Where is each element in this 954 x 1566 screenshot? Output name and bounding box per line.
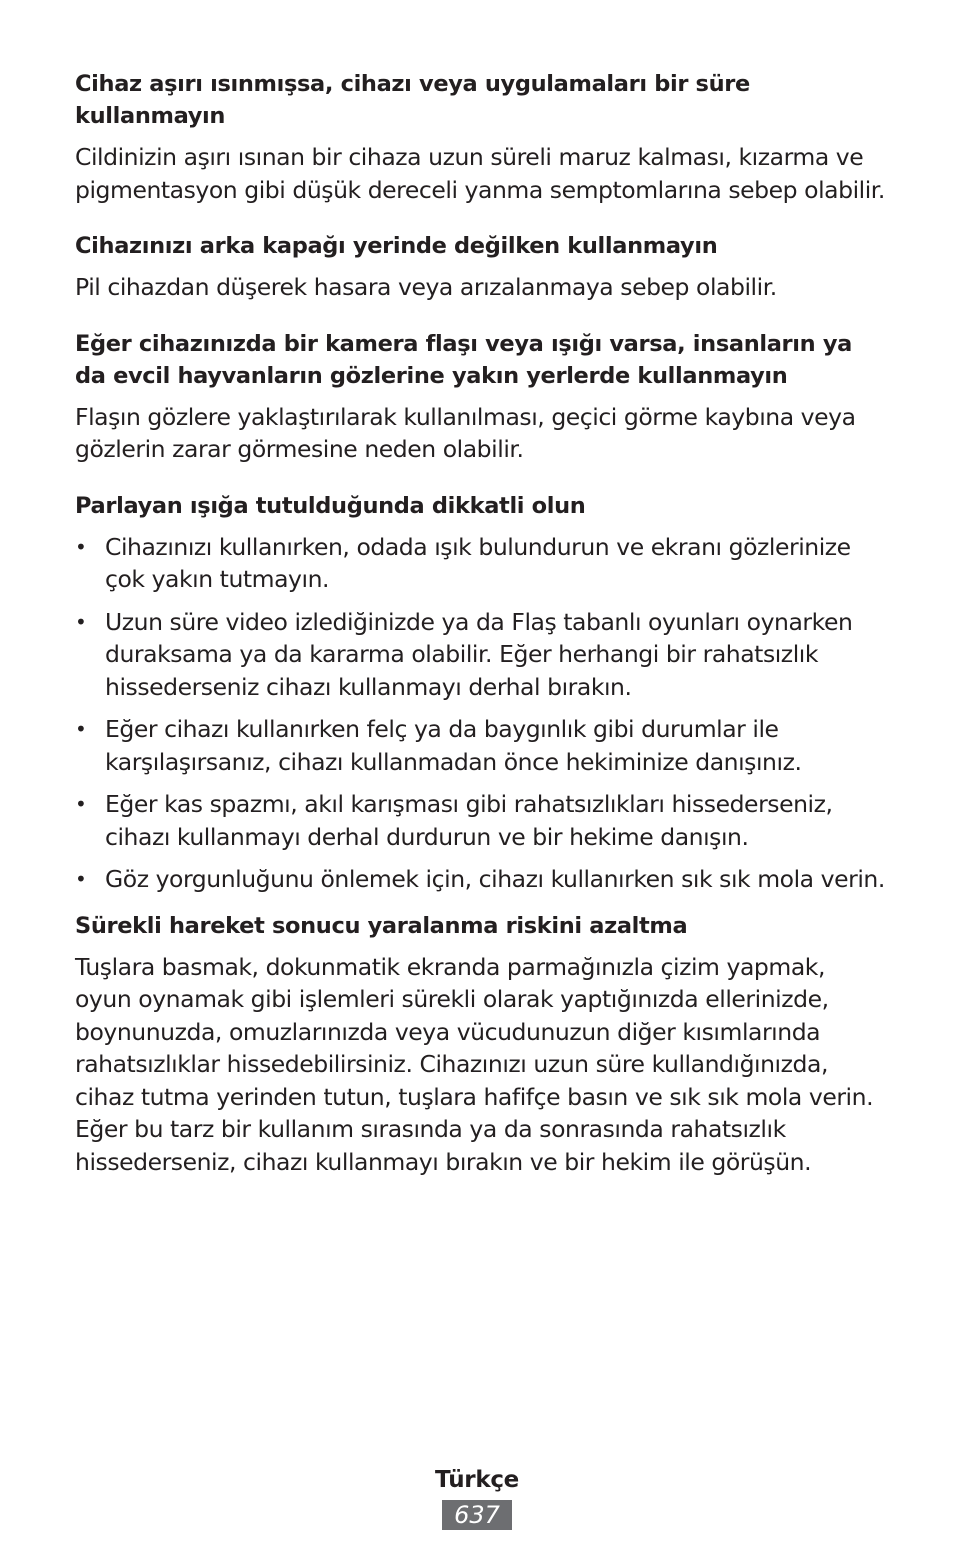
language-label: Türkçe — [435, 1467, 519, 1493]
list-item — [75, 788, 885, 853]
section-body: Cildinizin aşırı ısınan bir cihaza uzun süreli maruz kalması, kızarma ve pigmentasyon gibi düşük dereceli yanma semptomlarına sebep olabilir. — [75, 143, 885, 204]
document-page — [75, 68, 885, 1202]
section-overheating — [75, 68, 885, 206]
section-heading: Cihaz aşırı ısınmışsa, cihazı veya uygulamaları bir süre kullanmayın — [75, 71, 750, 129]
list-item — [75, 531, 885, 596]
list-item-text: Cihazınızı kullanırken, odada ışık bulundurun ve ekranı gözlerinize çok yakın tutmayın. — [105, 532, 851, 593]
bullet-icon: • — [75, 867, 87, 891]
page-footer — [0, 1463, 954, 1530]
list-item-text: Göz yorgunluğunu önlemek için, cihazı kullanırken sık sık mola verin. — [105, 865, 885, 893]
list-item — [75, 713, 885, 778]
list-item — [75, 606, 885, 704]
list-item — [75, 863, 885, 896]
section-camera-flash — [75, 328, 885, 466]
bullet-list — [75, 531, 885, 896]
bullet-icon: • — [75, 609, 87, 634]
section-heading: Eğer cihazınızda bir kamera flaşı veya ışığı varsa, insanların ya da evcil hayvanların gözlerine yakın yerlerde kullanmayın — [75, 330, 852, 389]
section-repetitive-motion — [75, 910, 885, 1179]
section-bright-light — [75, 490, 885, 896]
bullet-icon: • — [75, 717, 87, 741]
bullet-icon: • — [75, 792, 87, 816]
section-heading: Cihazınızı arka kapağı yerinde değilken kullanmayın — [75, 233, 718, 259]
section-body: Pil cihazdan düşerek hasara veya arızalanmaya sebep olabilir. — [75, 273, 777, 301]
section-heading: Sürekli hareket sonucu yaralanma riskini azaltma — [75, 912, 688, 939]
section-body: Flaşın gözlere yaklaştırılarak kullanılması, geçici görme kaybına veya gözlerin zarar görmesine neden olabilir. — [75, 402, 856, 463]
list-item-text: Eğer cihazı kullanırken felç ya da baygınlık gibi durumlar ile karşılaşırsanız, cihazı kullanmadan önce hekiminize danışınız. — [105, 715, 802, 776]
list-item-text: Uzun süre video izlediğinizde ya da Flaş tabanlı oyunları oynarken duraksama ya da kararma olabilir. Eğer herhangi bir rahatsızlık hissederseniz cihazı kullanmayı derhal bırakın. — [105, 607, 853, 701]
page-number: 637 — [442, 1500, 512, 1530]
list-item-text: Eğer kas spazmı, akıl karışması gibi rahatsızlıkları hissederseniz, cihazı kullanmayı derhal durdurun ve bir hekime danışın. — [105, 790, 833, 851]
section-back-cover — [75, 230, 885, 304]
bullet-icon: • — [75, 534, 87, 559]
section-heading: Parlayan ışığa tutulduğunda dikkatli olun — [75, 492, 586, 519]
section-body: Tuşlara basmak, dokunmatik ekranda parmağınızla çizim yapmak, oyun oynamak gibi işlemleri sürekli olarak yaptığınızda ellerinizde, boynunuzda, omuzlarınızda veya vücudunuzun diğer kısımlarında rahatsızlıklar hissedebilirsiniz. Cihazınızı uzun süre kullandığınızda, cihaz tutma yerinden tutun, tuşlara hafifçe basın ve sık sık mola verin. Eğer bu tarz bir kullanım sırasında ya da sonrasında rahatsızlık hissederseniz, cihazı kullanmayı bırakın ve bir hekim ile görüşün. — [75, 952, 874, 1176]
